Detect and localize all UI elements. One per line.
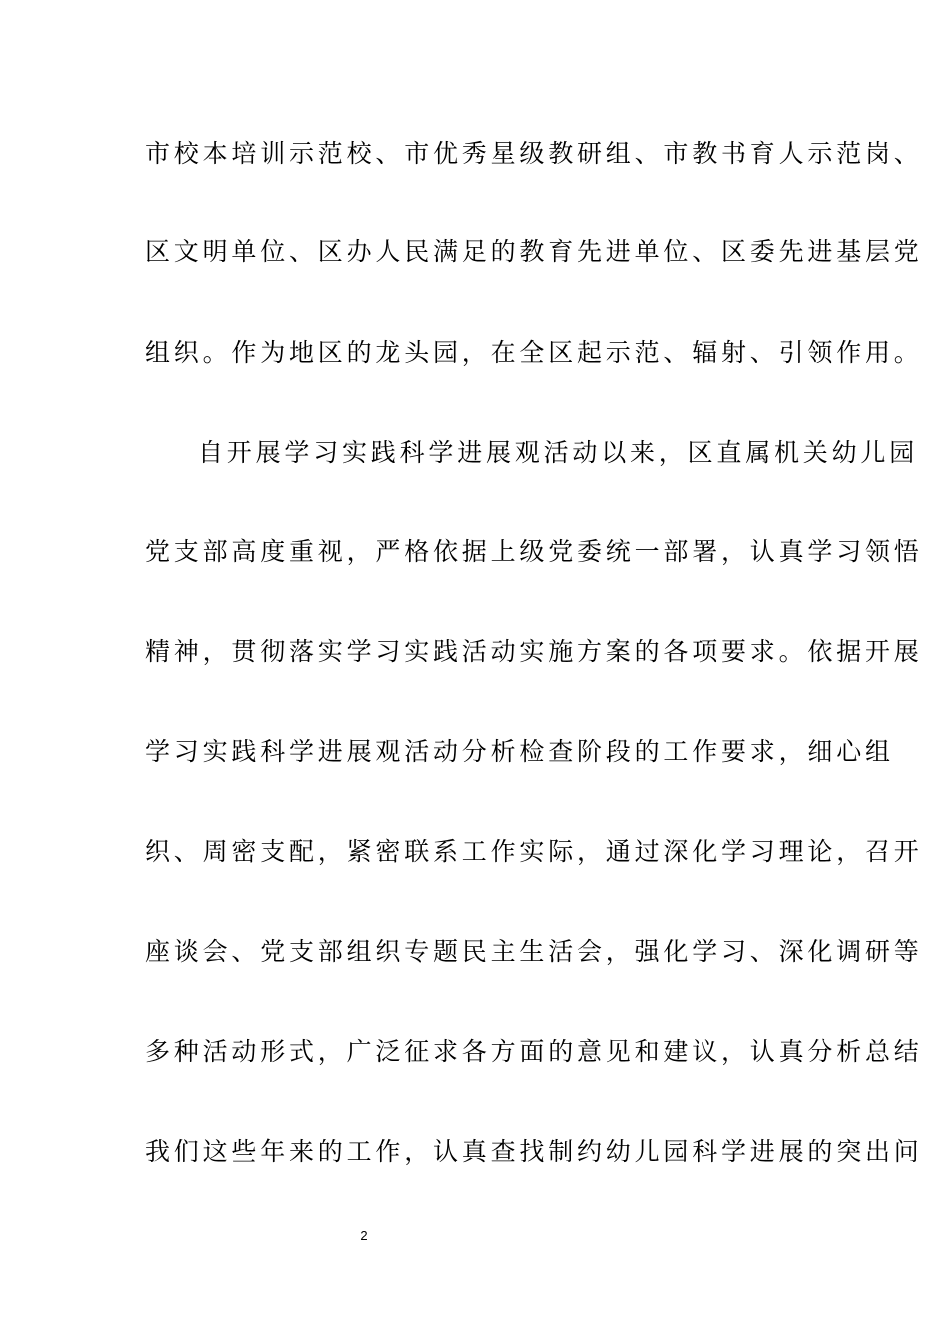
text-line-11: 我们这些年来的工作，认真查找制约幼儿园科学进展的突出问: [145, 1137, 923, 1166]
text-line-5: 党支部高度重视，严格依据上级党委统一部署，认真学习领悟: [145, 537, 923, 566]
text-line-8: 织、周密支配，紧密联系工作实际，通过深化学习理论，召开: [145, 837, 923, 866]
text-line-6: 精神，贯彻落实学习实践活动实施方案的各项要求。依据开展: [145, 637, 923, 666]
text-line-3: 组织。作为地区的龙头园，在全区起示范、辐射、引领作用。: [145, 338, 923, 367]
text-line-7: 学习实践科学进展观活动分析检查阶段的工作要求，细心组: [145, 737, 894, 766]
text-line-10: 多种活动形式，广泛征求各方面的意见和建议，认真分析总结: [145, 1037, 923, 1066]
text-line-2: 区文明单位、区办人民满足的教育先进单位、区委先进基层党: [145, 237, 923, 266]
text-line-9: 座谈会、党支部组织专题民主生活会，强化学习、深化调研等: [145, 937, 923, 966]
page-number: 2: [360, 1228, 368, 1243]
text-line-4: 自开展学习实践科学进展观活动以来，区直属机关幼儿园: [198, 438, 919, 467]
text-line-1: 市校本培训示范校、市优秀星级教研组、市教书育人示范岗、: [145, 139, 923, 168]
